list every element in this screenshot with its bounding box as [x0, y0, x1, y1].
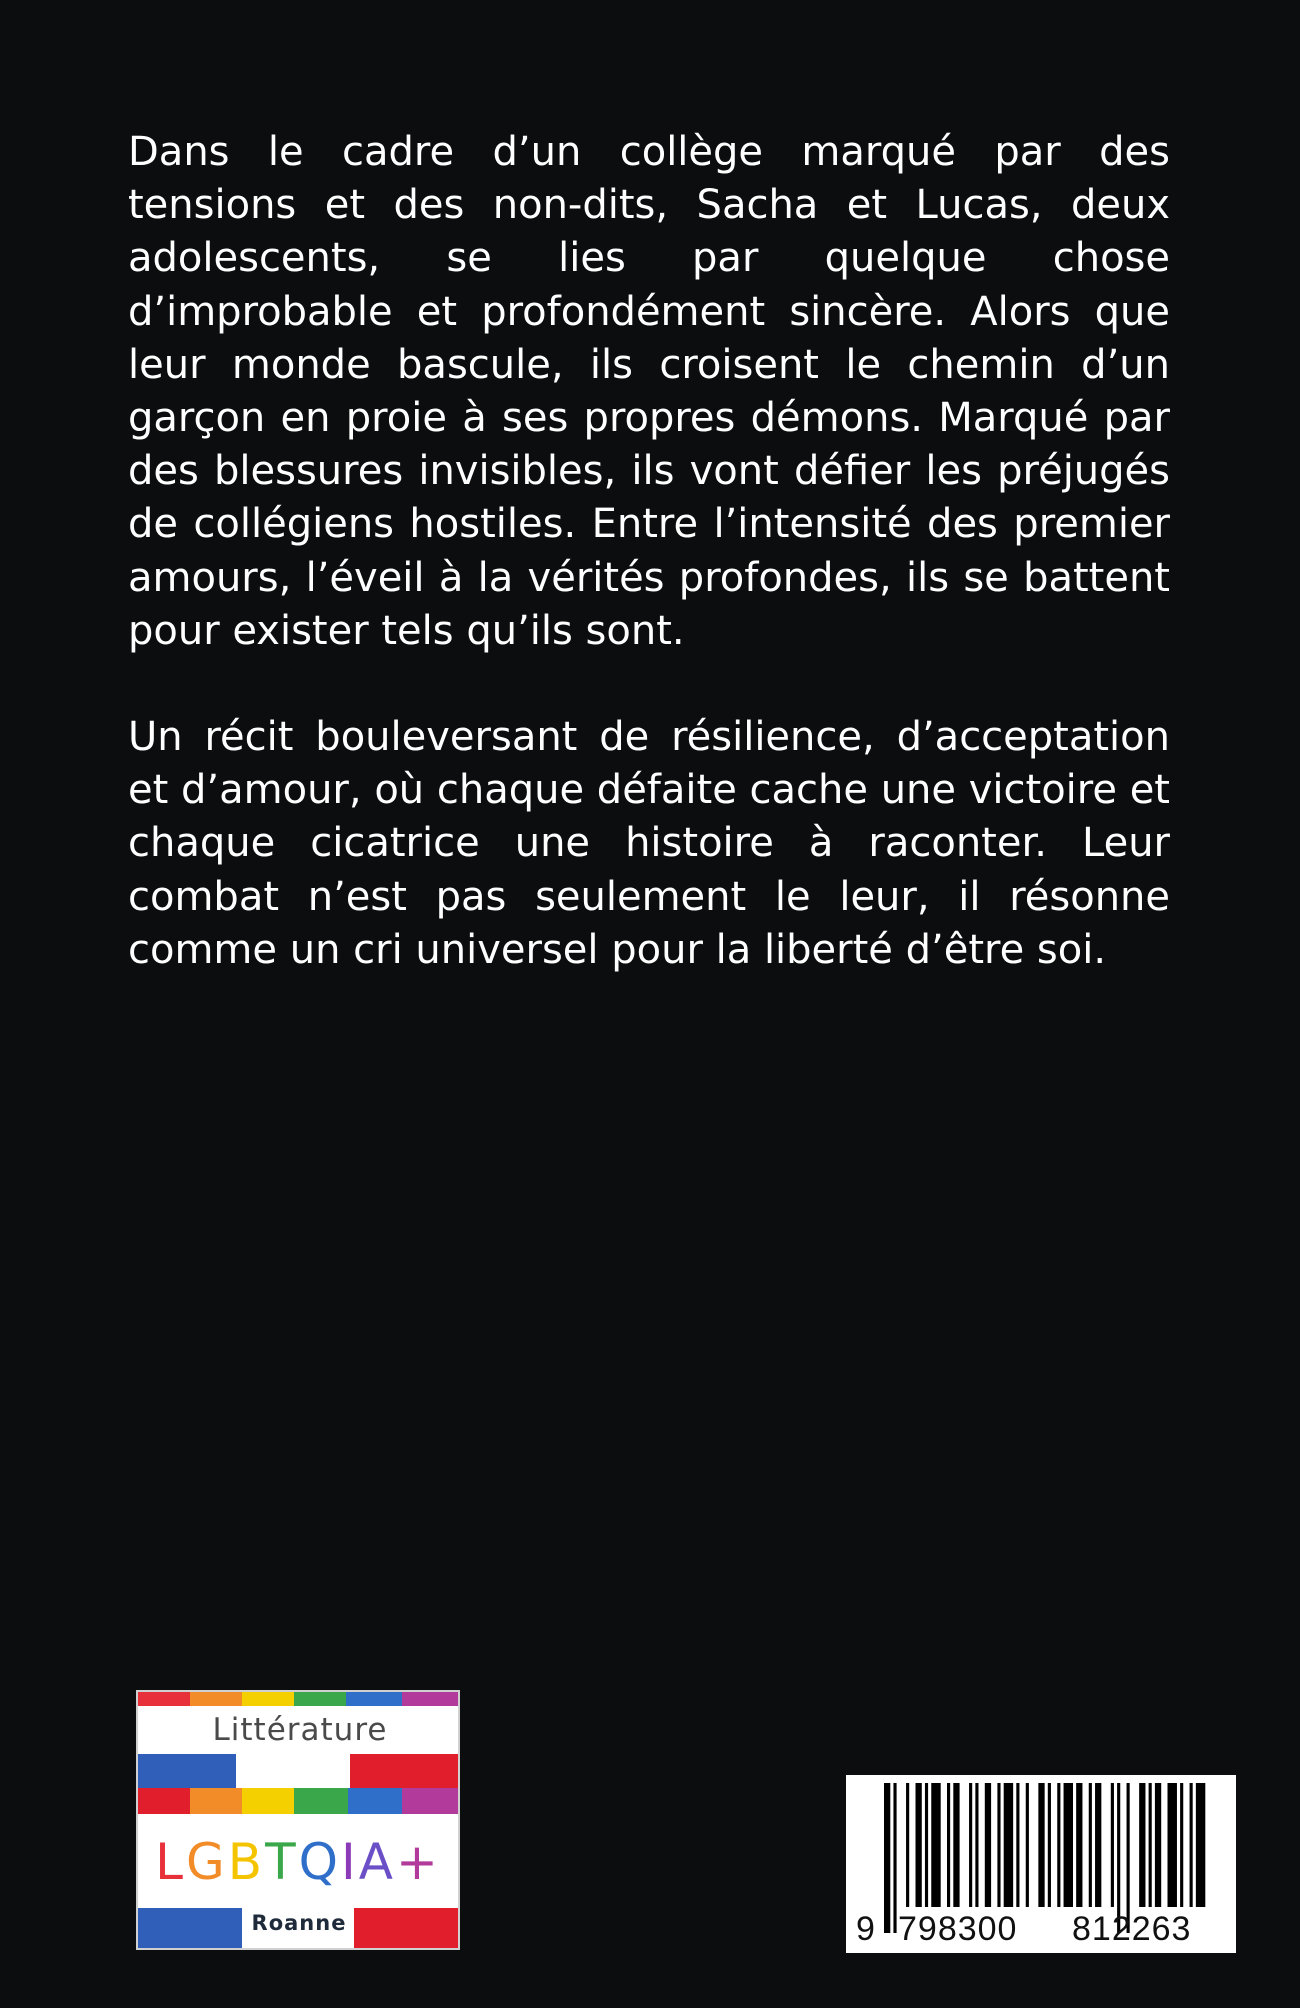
isbn-barcode	[846, 1775, 1236, 1953]
logo-letter: I	[340, 1833, 359, 1891]
barcode-bar	[906, 1783, 909, 1907]
blurb-paragraph-2: Un récit bouleversant de résilience, d’acceptation et d’amour, où chaque défaite cache une victoire et chaque cicatrice une histoire à raconter. Leur combat n’est pas seulement le leur, il résonne comme un cri universel pour la liberté d’être soi.	[128, 714, 1170, 973]
barcode-bar	[1064, 1783, 1073, 1907]
barcode-bar	[975, 1783, 978, 1907]
barcode-bar	[997, 1783, 1000, 1907]
isbn-digits	[846, 1909, 1236, 1949]
barcode-bar	[1048, 1783, 1051, 1907]
barcode-bar	[1196, 1783, 1205, 1907]
publisher-logo	[136, 1690, 460, 1950]
barcode-bar	[1190, 1783, 1193, 1907]
barcode-bar	[953, 1783, 959, 1907]
barcode-bar	[1038, 1783, 1044, 1907]
barcode-bar	[1111, 1783, 1114, 1907]
logo-letter: Q	[298, 1833, 341, 1891]
barcode-bar	[1149, 1783, 1152, 1907]
barcode-bar	[925, 1783, 928, 1907]
blurb-paragraph-1: Dans le cadre d’un collège marqué par des tensions et des non-dits, Sacha et Lucas, deux adolescents, se lies par quelque chose d’improbable et profondément sincère. Alors que leur monde bascule, ils croisent le chemin d’un garçon en proie à ses propres démons. Marqué par des blessures invisibles, ils vont défier les préjugés de collégiens hostiles. Entre l’intensité des premier amours, l’éveil à la vérités profondes, ils se battent pour exister tels qu’ils sont.	[128, 129, 1170, 654]
barcode-bar	[969, 1783, 972, 1907]
logo-letter: T	[265, 1833, 299, 1891]
barcode-bar	[1168, 1783, 1177, 1907]
logo-letter: +	[395, 1833, 441, 1891]
barcode-bar	[1076, 1783, 1082, 1907]
barcode-bar	[985, 1783, 991, 1907]
barcode-bar	[1139, 1783, 1145, 1907]
barcode-bar	[931, 1783, 940, 1907]
barcode-bar	[916, 1783, 922, 1907]
barcode-bar	[1180, 1783, 1183, 1907]
barcode-bar	[1057, 1783, 1060, 1907]
logo-lgbtqia-text	[138, 1832, 458, 1892]
barcode-bar	[1155, 1783, 1161, 1907]
barcode-bar	[947, 1783, 950, 1907]
barcode-bar	[1004, 1783, 1013, 1907]
barcode-bar	[1016, 1783, 1019, 1907]
isbn-group-2: 812263	[1072, 1910, 1192, 1948]
logo-letter: G	[186, 1833, 228, 1891]
isbn-group-1: 798300	[898, 1910, 1018, 1948]
logo-letter: B	[227, 1833, 266, 1891]
logo-letter: A	[358, 1833, 396, 1891]
back-cover-blurb	[128, 126, 1170, 1030]
isbn-first-digit: 9	[856, 1910, 875, 1948]
logo-title: Littérature	[164, 1712, 436, 1748]
barcode-bar	[1026, 1783, 1029, 1907]
logo-subtitle: Roanne	[251, 1911, 347, 1935]
barcode-bar	[1089, 1783, 1092, 1907]
barcode-bar	[1095, 1783, 1101, 1907]
logo-letter: L	[155, 1833, 186, 1891]
